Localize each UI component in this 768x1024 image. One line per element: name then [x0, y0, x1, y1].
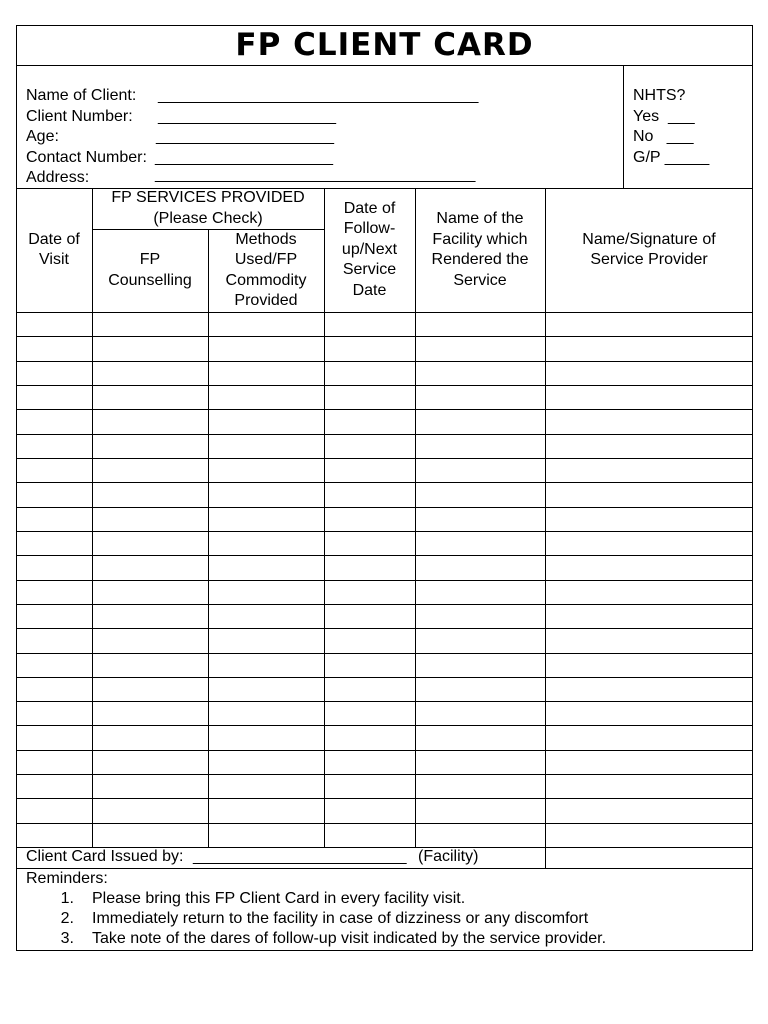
title-divider — [16, 65, 753, 66]
table-row-line — [16, 774, 753, 775]
table-row-line — [16, 361, 753, 362]
col-line-3 — [324, 188, 325, 847]
table-row-line — [16, 653, 753, 654]
col-line-4 — [415, 188, 416, 847]
header-methods-used: Methods Used/FP Commodity Provided — [225, 230, 307, 309]
issued-bottom-line — [16, 868, 753, 869]
issued-by-line: ________________________ — [193, 848, 407, 865]
table-row-line — [16, 385, 753, 386]
table-row-line — [16, 677, 753, 678]
client-number-label: Client Number: — [26, 107, 133, 125]
reminder-text: Immediately return to the facility in case of dizziness or any discomfort — [92, 910, 589, 927]
header-fp-counselling: FP Counselling — [108, 251, 192, 289]
reminder-number: 1. — [60, 890, 74, 907]
nhts-yes: Yes ___ — [633, 107, 695, 125]
address-line: ____________________________________ — [155, 166, 476, 183]
table-row-line — [16, 531, 753, 532]
contact-number-line: ____________________ — [155, 148, 333, 166]
header-date-of-visit: Date of Visit — [28, 230, 80, 268]
fp-client-card — [16, 25, 753, 951]
table-row-line — [16, 458, 753, 459]
client-name-label: Name of Client: — [26, 87, 137, 104]
table-row-line — [16, 580, 753, 581]
table-row-line — [16, 725, 753, 726]
table-row-line — [16, 482, 753, 483]
table-row-line — [16, 336, 753, 337]
age-line: ____________________ — [156, 128, 334, 145]
table-row-line — [16, 628, 753, 629]
table-row-line — [16, 701, 753, 702]
table-row-line — [16, 604, 753, 605]
header-follow-up-date: Date of Follow-up/Next Service Date — [341, 199, 398, 299]
reminder-text: Please bring this FP Client Card in every facility visit. — [92, 890, 466, 907]
nhts-divider — [623, 65, 624, 188]
card-title: FP CLIENT CARD — [235, 27, 534, 63]
col-line-5 — [545, 188, 546, 868]
reminder-text: Take note of the dares of follow-up visit indicated by the service provider. — [92, 930, 607, 947]
client-name-line: ____________________________________ — [158, 87, 479, 104]
table-row-line — [16, 750, 753, 751]
nhts-gp: G/P _____ — [633, 148, 710, 166]
table-row-line — [16, 409, 753, 410]
nhts-no: No ___ — [633, 128, 694, 145]
reminder-item — [44, 909, 588, 929]
header-fp-services-provided: FP SERVICES PROVIDED (Please Check) — [111, 189, 305, 227]
table-row-line — [16, 507, 753, 508]
reminder-number: 2. — [60, 910, 74, 927]
table-row-line — [16, 823, 753, 824]
issued-by-facility-suffix: (Facility) — [418, 848, 479, 865]
age-label: Age: — [26, 128, 59, 145]
table-row-line — [16, 555, 753, 556]
reminder-item — [44, 929, 606, 949]
reminder-number: 3. — [60, 930, 74, 947]
reminders-heading: Reminders: — [26, 870, 108, 887]
col-line-1 — [92, 188, 93, 847]
client-number-line: ____________________ — [158, 107, 336, 125]
address-label: Address: — [26, 169, 90, 186]
issued-by-label: Client Card Issued by: — [26, 848, 184, 865]
col-line-2 — [208, 229, 209, 847]
table-row-line — [16, 798, 753, 799]
reminder-item — [44, 889, 465, 909]
nhts-label: NHTS? — [633, 87, 686, 104]
header-service-provider-signature: Name/Signature of Service Provider — [582, 230, 716, 268]
contact-number-label: Contact Number: — [26, 148, 147, 166]
header-bottom-line — [16, 312, 753, 313]
table-row-line — [16, 434, 753, 435]
header-facility-name: Name of the Facility which Rendered the Service — [431, 210, 529, 289]
